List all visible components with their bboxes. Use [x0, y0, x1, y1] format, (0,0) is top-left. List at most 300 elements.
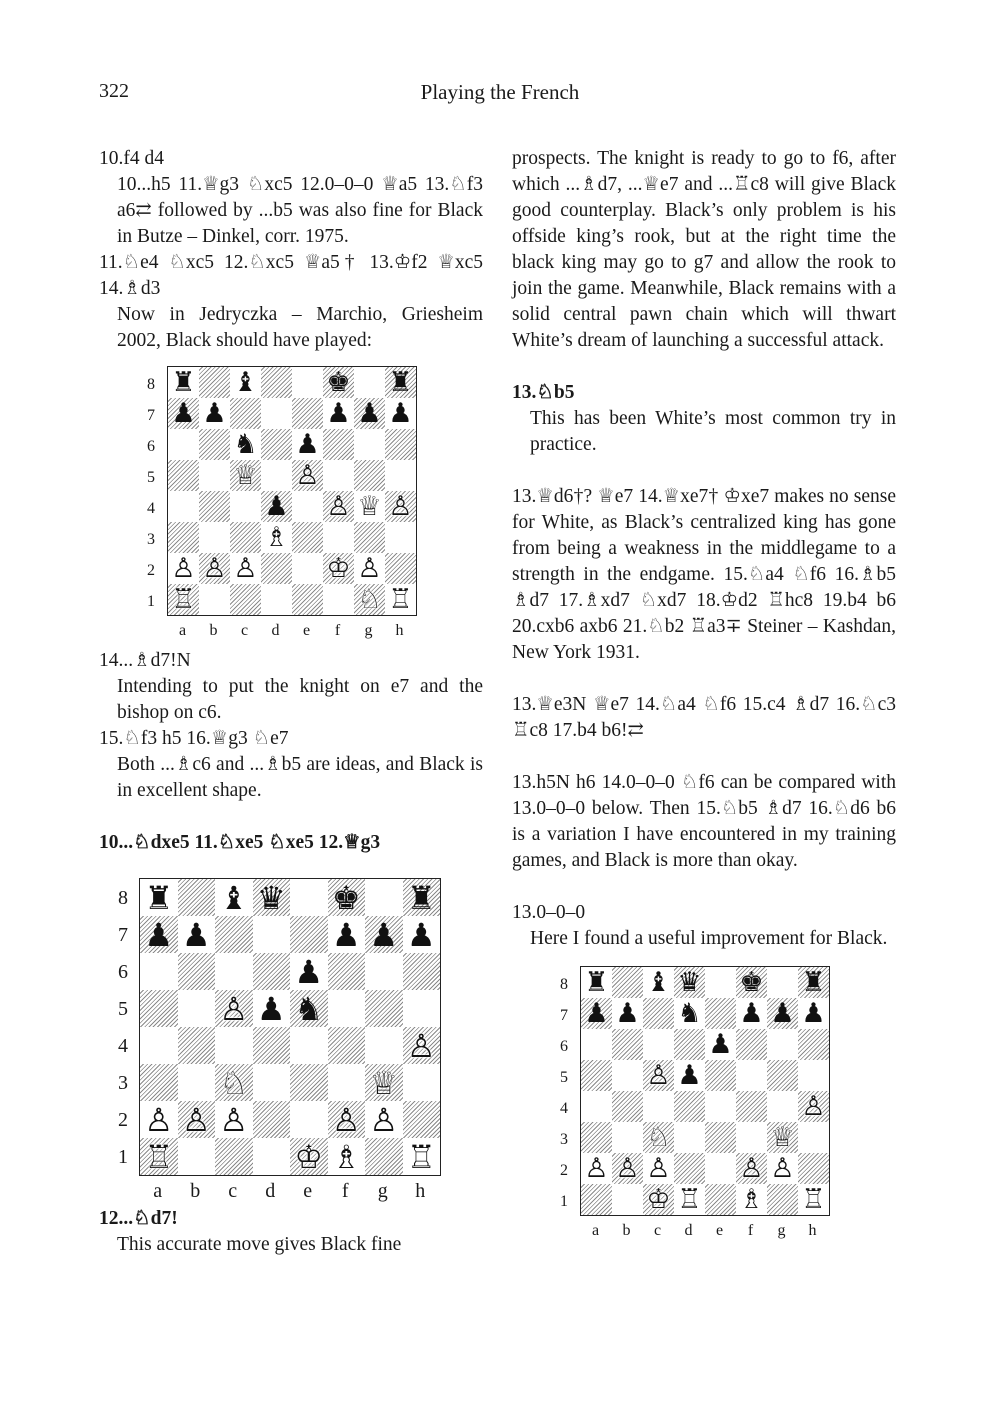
chess-piece-icon: ♟: [615, 998, 640, 1029]
chess-piece-icon: ♙: [357, 553, 382, 584]
left-column: [99, 146, 483, 1258]
chess-piece-icon: ♙: [326, 491, 351, 522]
square-g4: [365, 1027, 403, 1064]
file-label: f: [334, 622, 341, 639]
chess-piece-icon: ♘: [219, 1063, 249, 1102]
square-b7: [178, 916, 216, 953]
rank-label: 7: [118, 923, 128, 946]
square-h6: [385, 429, 416, 460]
square-f5: [328, 990, 366, 1027]
square-e6: [290, 953, 328, 990]
square-f1: [736, 1184, 767, 1215]
variation: 13.h5N h6 14.0–0–0 ♘f6 can be compared with 13.0–0–0 below. Then 15.♘b5 ♗d7 16.♘d6 b6 is a variation I have encountered in my training games, and Black is more than okay.: [512, 772, 896, 871]
square-c2: [643, 1153, 674, 1184]
square-e1: [290, 1138, 328, 1175]
rank-label: 1: [560, 1192, 568, 1210]
square-h8: [798, 967, 829, 998]
file-label: b: [622, 1222, 631, 1239]
rank-label: 2: [147, 561, 155, 579]
rank-label: 7: [147, 406, 155, 424]
chess-piece-icon: ♙: [615, 1153, 640, 1184]
square-c4: [215, 1027, 253, 1064]
square-a1: [581, 1184, 612, 1215]
square-d4: [253, 1027, 291, 1064]
chess-piece-icon: ♖: [677, 1184, 702, 1215]
square-c8: [643, 967, 674, 998]
square-h7: [385, 398, 416, 429]
file-label: h: [808, 1222, 817, 1239]
chessboard: [580, 966, 830, 1216]
square-e3: [292, 522, 323, 553]
move-line: 14...♗d7!N: [99, 650, 191, 671]
square-a2: [581, 1153, 612, 1184]
variation: 13.♕e3N ♕e7 14.♘a4 ♘f6 15.c4 ♗d7 16.♘c3 ♖c8 17.b4 b6!⇄: [512, 694, 896, 741]
square-g3: [354, 522, 385, 553]
square-f6: [736, 1029, 767, 1060]
chess-piece-icon: ♟: [357, 398, 382, 429]
square-h7: [403, 916, 441, 953]
chess-piece-icon: ♕: [770, 1122, 795, 1153]
square-a7: [168, 398, 199, 429]
square-e2: [292, 553, 323, 584]
square-c1: [230, 584, 261, 615]
square-d2: [261, 553, 292, 584]
square-b8: [612, 967, 643, 998]
square-d8: [674, 967, 705, 998]
chess-piece-icon: ♙: [801, 1091, 826, 1122]
page-header: [0, 80, 1000, 110]
square-c6: [230, 429, 261, 460]
square-a5: [168, 460, 199, 491]
square-g2: [365, 1101, 403, 1138]
file-label: d: [265, 1180, 276, 1202]
square-b8: [178, 879, 216, 916]
square-d3: [253, 1064, 291, 1101]
square-g3: [365, 1064, 403, 1101]
chess-piece-icon: ♜: [584, 967, 609, 998]
rank-label: 8: [118, 886, 128, 909]
square-g3: [767, 1122, 798, 1153]
file-label: h: [395, 622, 404, 639]
file-label: f: [341, 1180, 349, 1202]
main-line-heading: 10...♘dxe5 11.♘xe5 ♘xe5 12.♕g3: [99, 832, 381, 853]
chess-piece-icon: ♟: [388, 398, 413, 429]
file-labels: [167, 618, 415, 644]
square-e8: [292, 367, 323, 398]
square-a6: [140, 953, 178, 990]
square-c7: [230, 398, 261, 429]
square-f7: [736, 998, 767, 1029]
chess-diagram-1: [99, 364, 483, 648]
chess-piece-icon: ♙: [171, 553, 196, 584]
annotation: This accurate move gives Black fine: [117, 1234, 402, 1255]
rank-label: 1: [147, 592, 155, 610]
square-e1: [292, 584, 323, 615]
rank-label: 2: [118, 1108, 128, 1131]
annotation: Here I found a useful improvement for Black.: [530, 928, 888, 949]
chess-piece-icon: ♖: [801, 1184, 826, 1215]
square-d2: [253, 1101, 291, 1138]
square-h6: [403, 953, 441, 990]
chess-piece-icon: ♙: [331, 1100, 361, 1139]
chess-piece-icon: ♝: [233, 367, 258, 398]
square-g1: [365, 1138, 403, 1175]
rank-label: 5: [147, 468, 155, 486]
chess-piece-icon: ♙: [770, 1153, 795, 1184]
move-line: 13.0–0–0: [512, 902, 586, 923]
square-g6: [354, 429, 385, 460]
square-g5: [767, 1060, 798, 1091]
file-label: e: [303, 1180, 313, 1202]
square-e7: [292, 398, 323, 429]
square-h3: [798, 1122, 829, 1153]
variation: 13.♕d6†? ♕e7 14.♕xe7† ♔xe7 makes no sense for White, as Black’s centralized king has gone from being a weakness in the middlegame to a strength in the endgame. 15.♘a4 ♘f6 16.♗b5 ♗d7 17.♗xd7 ♘xd7 18.♔d2 ♖hc8 19.b4 b6 20.cxb6 axb6 21.♘b2 ♖a3∓ Steiner – Kashdan, New York 1931.: [512, 486, 896, 663]
chess-piece-icon: ♔: [646, 1184, 671, 1215]
square-c2: [215, 1101, 253, 1138]
rank-label: 6: [118, 960, 128, 983]
move-line: 15.♘f3 h5 16.♕g3 ♘e7: [99, 728, 289, 749]
chess-piece-icon: ♟: [770, 998, 795, 1029]
square-a1: [168, 584, 199, 615]
rank-label: 1: [118, 1145, 128, 1168]
square-c8: [215, 879, 253, 916]
file-labels: [580, 1218, 828, 1244]
chess-piece-icon: ♙: [646, 1153, 671, 1184]
chess-piece-icon: ♖: [406, 1137, 436, 1176]
square-e3: [290, 1064, 328, 1101]
square-h5: [403, 990, 441, 1027]
square-d8: [253, 879, 291, 916]
rank-label: 5: [118, 997, 128, 1020]
square-d7: [253, 916, 291, 953]
square-f5: [736, 1060, 767, 1091]
chess-piece-icon: ♙: [739, 1153, 764, 1184]
square-e4: [290, 1027, 328, 1064]
square-c8: [230, 367, 261, 398]
square-a1: [140, 1138, 178, 1175]
annotation: This has been White’s most common try in practice.: [530, 408, 896, 455]
square-b6: [178, 953, 216, 990]
square-f4: [323, 491, 354, 522]
chess-piece-icon: ♟: [256, 989, 286, 1028]
square-f6: [328, 953, 366, 990]
chess-piece-icon: ♗: [331, 1137, 361, 1176]
square-b2: [178, 1101, 216, 1138]
file-label: c: [228, 1180, 238, 1202]
square-b5: [178, 990, 216, 1027]
square-g1: [767, 1184, 798, 1215]
square-b2: [199, 553, 230, 584]
chess-piece-icon: ♕: [233, 460, 258, 491]
file-label: b: [190, 1180, 201, 1202]
square-f1: [323, 584, 354, 615]
square-b3: [612, 1122, 643, 1153]
square-f8: [323, 367, 354, 398]
rank-label: 5: [560, 1068, 568, 1086]
square-h1: [403, 1138, 441, 1175]
square-g6: [365, 953, 403, 990]
square-d6: [261, 429, 292, 460]
chess-piece-icon: ♟: [144, 915, 174, 954]
chess-piece-icon: ♟: [171, 398, 196, 429]
square-e2: [705, 1153, 736, 1184]
square-e5: [705, 1060, 736, 1091]
square-f6: [323, 429, 354, 460]
square-a5: [140, 990, 178, 1027]
square-b3: [178, 1064, 216, 1101]
chess-piece-icon: ♙: [202, 553, 227, 584]
square-g6: [767, 1029, 798, 1060]
chess-piece-icon: ♟: [801, 998, 826, 1029]
file-label: g: [377, 1180, 388, 1202]
square-b7: [612, 998, 643, 1029]
square-d7: [261, 398, 292, 429]
square-b1: [612, 1184, 643, 1215]
square-g2: [354, 553, 385, 584]
chess-piece-icon: ♙: [144, 1100, 174, 1139]
square-e8: [290, 879, 328, 916]
square-a3: [140, 1064, 178, 1101]
square-d6: [253, 953, 291, 990]
square-c7: [215, 916, 253, 953]
chessboard: [167, 366, 417, 616]
square-h2: [385, 553, 416, 584]
square-c1: [215, 1138, 253, 1175]
square-f4: [736, 1091, 767, 1122]
rank-label: 8: [560, 975, 568, 993]
chess-piece-icon: ♟: [708, 1029, 733, 1060]
square-a4: [168, 491, 199, 522]
square-c4: [230, 491, 261, 522]
square-c3: [215, 1064, 253, 1101]
square-h4: [385, 491, 416, 522]
square-d4: [261, 491, 292, 522]
chess-piece-icon: ♕: [369, 1063, 399, 1102]
file-label: a: [178, 622, 187, 639]
square-f2: [328, 1101, 366, 1138]
chess-piece-icon: ♘: [646, 1122, 671, 1153]
square-h8: [385, 367, 416, 398]
square-a4: [140, 1027, 178, 1064]
chess-piece-icon: ♟: [295, 429, 320, 460]
square-e4: [292, 491, 323, 522]
file-label: a: [153, 1180, 163, 1202]
square-a8: [168, 367, 199, 398]
square-a2: [168, 553, 199, 584]
chess-piece-icon: ♚: [331, 878, 361, 917]
chess-piece-icon: ♜: [388, 367, 413, 398]
square-d6: [674, 1029, 705, 1060]
square-f2: [323, 553, 354, 584]
square-a3: [581, 1122, 612, 1153]
square-c3: [643, 1122, 674, 1153]
square-d3: [674, 1122, 705, 1153]
chess-piece-icon: ♞: [233, 429, 258, 460]
square-a4: [581, 1091, 612, 1122]
square-e7: [290, 916, 328, 953]
chess-piece-icon: ♖: [388, 584, 413, 615]
chess-piece-icon: ♙: [584, 1153, 609, 1184]
square-h1: [798, 1184, 829, 1215]
square-g7: [365, 916, 403, 953]
square-e6: [705, 1029, 736, 1060]
square-b8: [199, 367, 230, 398]
move-line: 10.f4 d4: [99, 148, 164, 169]
rank-label: 3: [118, 1071, 128, 1094]
square-g7: [767, 998, 798, 1029]
square-g8: [354, 367, 385, 398]
square-b4: [178, 1027, 216, 1064]
square-c4: [643, 1091, 674, 1122]
chess-piece-icon: ♜: [801, 967, 826, 998]
chess-piece-icon: ♜: [171, 367, 196, 398]
annotation: 10...h5 11.♕g3 ♘xc5 12.0–0–0 ♕a5 13.♘f3 a6⇄ followed by ...b5 was also fine for Black in Butze – Dinkel, corr. 1975.: [117, 174, 483, 247]
square-h7: [798, 998, 829, 1029]
chess-piece-icon: ♟: [331, 915, 361, 954]
file-label: d: [684, 1222, 693, 1239]
square-a6: [581, 1029, 612, 1060]
square-h8: [403, 879, 441, 916]
square-e5: [290, 990, 328, 1027]
square-b5: [612, 1060, 643, 1091]
square-c5: [215, 990, 253, 1027]
rank-label: 4: [118, 1034, 128, 1057]
square-h4: [403, 1027, 441, 1064]
running-title: Playing the French: [420, 80, 580, 104]
chess-piece-icon: ♟: [264, 491, 289, 522]
file-label: e: [302, 622, 311, 639]
chess-piece-icon: ♘: [357, 584, 382, 615]
chess-piece-icon: ♞: [294, 989, 324, 1028]
square-f3: [736, 1122, 767, 1153]
chess-piece-icon: ♜: [144, 878, 174, 917]
chess-piece-icon: ♟: [406, 915, 436, 954]
chess-piece-icon: ♖: [144, 1137, 174, 1176]
rank-label: 6: [560, 1037, 568, 1055]
chess-piece-icon: ♝: [219, 878, 249, 917]
file-labels: [139, 1178, 439, 1204]
square-g5: [354, 460, 385, 491]
square-e7: [705, 998, 736, 1029]
chess-piece-icon: ♛: [677, 967, 702, 998]
square-f4: [328, 1027, 366, 1064]
square-d3: [261, 522, 292, 553]
square-f1: [328, 1138, 366, 1175]
square-d1: [261, 584, 292, 615]
square-g8: [767, 967, 798, 998]
square-b4: [199, 491, 230, 522]
square-d8: [261, 367, 292, 398]
square-f2: [736, 1153, 767, 1184]
square-h2: [798, 1153, 829, 1184]
square-g1: [354, 584, 385, 615]
chess-piece-icon: ♙: [219, 989, 249, 1028]
square-h5: [385, 460, 416, 491]
chess-piece-icon: ♙: [219, 1100, 249, 1139]
square-h3: [403, 1064, 441, 1101]
chess-piece-icon: ♗: [264, 522, 289, 553]
main-line-heading: 12...♘d7!: [99, 1208, 178, 1229]
chess-piece-icon: ♟: [369, 915, 399, 954]
rank-label: 4: [560, 1099, 568, 1117]
square-b3: [199, 522, 230, 553]
rank-label: 4: [147, 499, 155, 517]
chess-piece-icon: ♕: [357, 491, 382, 522]
annotation: Both ...♗c6 and ...♗b5 are ideas, and Black is in excellent shape.: [117, 754, 483, 801]
file-label: h: [415, 1180, 426, 1202]
square-d5: [261, 460, 292, 491]
square-f8: [328, 879, 366, 916]
chess-piece-icon: ♙: [181, 1100, 211, 1139]
square-f3: [323, 522, 354, 553]
chess-piece-icon: ♚: [326, 367, 351, 398]
square-c7: [643, 998, 674, 1029]
rank-label: 6: [147, 437, 155, 455]
square-e3: [705, 1122, 736, 1153]
square-e1: [705, 1184, 736, 1215]
square-f3: [328, 1064, 366, 1101]
square-e4: [705, 1091, 736, 1122]
square-h1: [385, 584, 416, 615]
rank-label: 7: [560, 1006, 568, 1024]
chess-piece-icon: ♟: [294, 952, 324, 991]
annotation: prospects. The knight is ready to go to f6, after which ...♗d7, ...♕e7 and ...♖c8 will give Black good counterplay. Black’s only problem is his offside king’s rook, but at the right time the black king may go to g7 and allow the rook to join the game. Meanwhile, Black remains with a solid central pawn chain which will thwart White’s dream of launching a successful attack.: [512, 148, 896, 351]
square-b6: [199, 429, 230, 460]
chess-piece-icon: ♝: [646, 967, 671, 998]
square-b1: [199, 584, 230, 615]
chess-piece-icon: ♟: [584, 998, 609, 1029]
file-label: a: [591, 1222, 600, 1239]
chess-piece-icon: ♙: [388, 491, 413, 522]
square-g4: [767, 1091, 798, 1122]
square-f5: [323, 460, 354, 491]
square-c1: [643, 1184, 674, 1215]
chess-piece-icon: ♖: [171, 584, 196, 615]
square-f8: [736, 967, 767, 998]
square-e2: [290, 1101, 328, 1138]
right-column: [512, 146, 896, 1254]
square-c5: [643, 1060, 674, 1091]
file-label: g: [777, 1222, 786, 1239]
annotation: Intending to put the knight on e7 and the bishop on c6.: [117, 676, 483, 723]
square-d1: [253, 1138, 291, 1175]
file-label: e: [715, 1222, 724, 1239]
rank-label: 8: [147, 375, 155, 393]
file-label: c: [240, 622, 249, 639]
move-line: 11.♘e4 ♘xc5 12.♘xc5 ♕a5† 13.♔f2 ♕xc5 14.♗d3: [99, 252, 483, 299]
chess-piece-icon: ♟: [326, 398, 351, 429]
main-line-heading: 13.♘b5: [512, 382, 575, 403]
square-b1: [178, 1138, 216, 1175]
square-f7: [328, 916, 366, 953]
square-d5: [253, 990, 291, 1027]
chess-piece-icon: ♙: [406, 1026, 436, 1065]
square-e8: [705, 967, 736, 998]
square-d5: [674, 1060, 705, 1091]
square-c5: [230, 460, 261, 491]
square-e5: [292, 460, 323, 491]
square-a8: [140, 879, 178, 916]
square-f7: [323, 398, 354, 429]
square-h4: [798, 1091, 829, 1122]
chess-piece-icon: ♙: [295, 460, 320, 491]
square-b6: [612, 1029, 643, 1060]
chess-piece-icon: ♙: [369, 1100, 399, 1139]
square-h2: [403, 1101, 441, 1138]
rank-label: 2: [560, 1161, 568, 1179]
square-g7: [354, 398, 385, 429]
square-a7: [140, 916, 178, 953]
